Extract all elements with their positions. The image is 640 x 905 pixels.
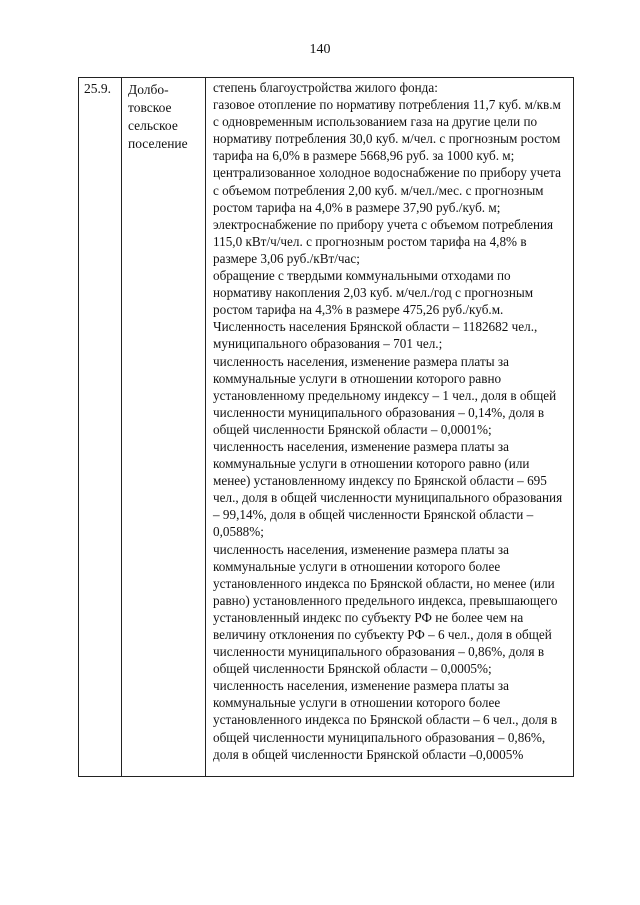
description-line: размере 3,06 руб./кВт/час; xyxy=(213,250,360,266)
description-line: ростом тарифа на 4,0% в размере 37,90 руб./куб. м; xyxy=(213,199,501,215)
description-line: коммунальные услуги в отношении которого более xyxy=(213,558,501,574)
description-line: 0,0588%; xyxy=(213,524,264,540)
description-line: с одновременным использованием газа на другие цели по xyxy=(213,114,538,130)
description-line: ростом тарифа на 4,3% в размере 475,26 руб./куб.м. xyxy=(213,302,504,318)
description-line: централизованное холодное водоснабжение по прибору учета xyxy=(213,165,562,181)
description-line: численность населения, изменение размера платы за xyxy=(213,353,509,369)
description-line: установленного индекса по Брянской области, но менее (или xyxy=(213,575,555,591)
description-line: степень благоустройства жилого фонда: xyxy=(213,80,438,95)
name-line: товское xyxy=(128,100,172,115)
description-line: газовое отопление по нормативу потребления 11,7 куб. м/кв.м xyxy=(213,97,561,113)
description-line: численность населения, изменение размера платы за xyxy=(213,541,509,557)
description-line: нормативу накопления 2,03 куб. м/чел./год с прогнозным xyxy=(213,285,534,301)
description-line: Численность населения Брянской области – 1182682 чел., xyxy=(213,319,538,335)
description-line: численности муниципального образования – 0,86%, доля в xyxy=(213,644,545,660)
description-line: величину отклонения по субъекту РФ – 6 чел., доля в общей xyxy=(213,627,552,642)
column-divider xyxy=(205,78,206,776)
description-line: установленному предельному индексу – 1 чел., доля в общей xyxy=(213,387,557,403)
description-line: тарифа на 6,0% в размере 5668,96 руб. за 1000 куб. м; xyxy=(213,148,515,164)
description-text xyxy=(213,79,573,763)
description-line: общей численности Брянской области – 0,0005%; xyxy=(213,661,492,677)
description-line: с объемом потребления 2,00 куб. м/чел./мес. с прогнозным xyxy=(213,182,544,198)
description-line: 115,0 кВт/ч/чел. с прогнозным ростом тарифа на 4,8% в xyxy=(213,233,527,249)
description-line: коммунальные услуги в отношении которого равно (или xyxy=(213,456,530,472)
row-number: 25.9. xyxy=(84,81,111,96)
description-line: обращение с твердыми коммунальными отходами по xyxy=(213,268,511,284)
data-table xyxy=(78,77,574,777)
description-line: общей численности Брянской области – 0,0001%; xyxy=(213,421,492,437)
description-line: менее) установленному индексу по Брянской области – 695 xyxy=(213,473,547,489)
page-number: 140 xyxy=(309,42,331,57)
description-line: равно) установленного предельного индекса, превышающего xyxy=(213,592,558,608)
description-line: электроснабжение по прибору учета с объемом потребления xyxy=(213,216,554,232)
description-line: доля в общей численности Брянской области –0,0005% xyxy=(213,746,524,762)
description-line: коммунальные услуги в отношении которого более xyxy=(213,695,501,711)
name-line: поселение xyxy=(128,136,188,151)
description-line: численности муниципального образования – 0,14%, доля в xyxy=(213,404,545,420)
description-line: численность населения, изменение размера платы за xyxy=(213,678,509,694)
description-line: установленного индекса по Брянской области – 6 чел., доля в xyxy=(213,712,558,728)
column-divider xyxy=(121,78,122,776)
description-line: нормативу потребления 30,0 куб. м/чел. с прогнозным ростом xyxy=(213,131,561,147)
description-line: чел., доля в общей численности муниципального образования xyxy=(213,490,563,506)
description-line: коммунальные услуги в отношении которого равно xyxy=(213,370,502,386)
name-line: сельское xyxy=(128,118,178,133)
description-line: установленный индекс по субъекту РФ не более чем на xyxy=(213,609,524,625)
description-line: – 99,14%, доля в общей численности Брянской области – xyxy=(213,507,534,523)
municipality-name xyxy=(128,81,202,153)
description-line: численность населения, изменение размера платы за xyxy=(213,438,509,454)
name-line: Долбо- xyxy=(128,82,169,97)
description-line: муниципального образования – 701 чел.; xyxy=(213,336,443,352)
description-line: общей численности муниципального образования – 0,86%, xyxy=(213,729,546,745)
